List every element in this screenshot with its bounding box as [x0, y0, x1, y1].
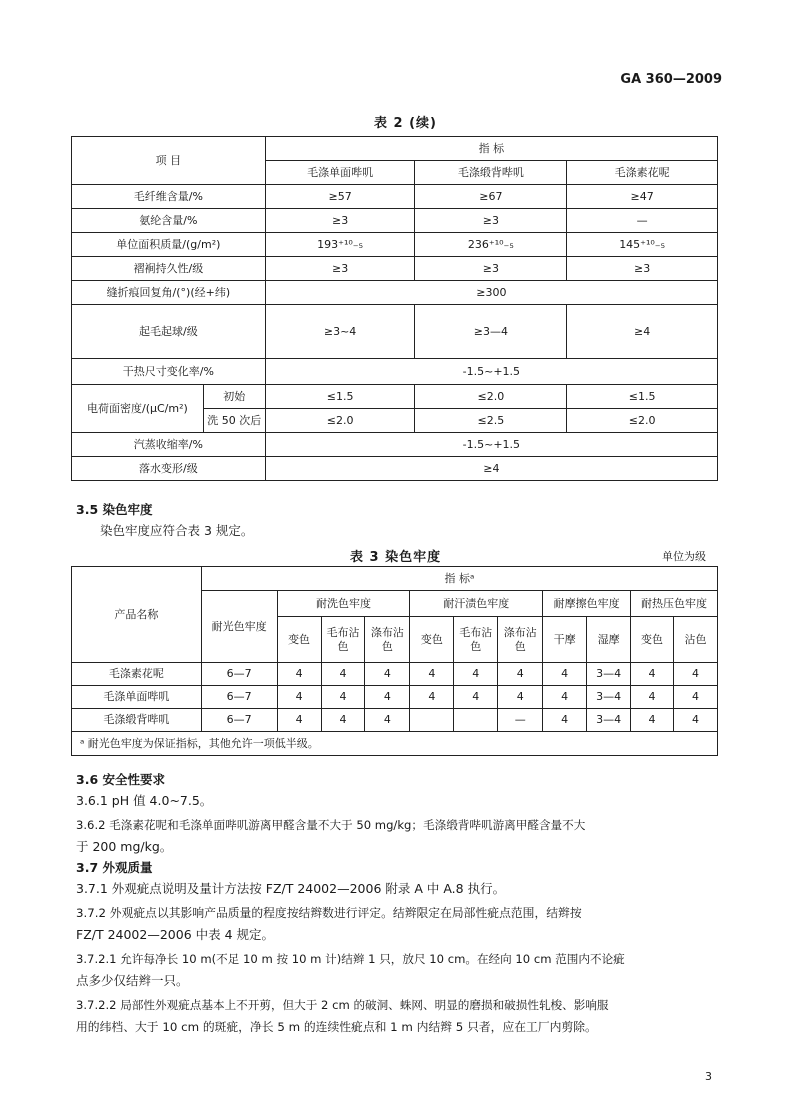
cell: 4 [321, 686, 365, 709]
cell: 4 [543, 709, 587, 732]
cell: ≥47 [567, 185, 718, 209]
cell: 4 [543, 686, 587, 709]
sub-row-label: 初始 [203, 385, 265, 409]
paragraph: 用的纬档、大于 10 cm 的斑疵，净长 5 m 的连续性疵点和 1 m 内结辫 5 只者，应在工厂内剪除。 [76, 1020, 597, 1034]
cell: ≤1.5 [265, 385, 415, 409]
paragraph: 3.6.1 pH 值 4.0~7.5。 [76, 793, 213, 808]
cell: 4 [674, 686, 718, 709]
table-row [72, 359, 718, 385]
paragraph: 3.7.2.1 允许每净长 10 m(不足 10 m 按 10 m 计)结辫 1 只，放尺 10 cm。在经向 10 cm 范围内不论疵 [76, 952, 625, 966]
table2-col-header: 毛涤缎背哔叽 [415, 161, 567, 185]
table-row [72, 233, 718, 257]
cell: 4 [498, 663, 543, 686]
paragraph: 3.7.2 外观疵点以其影响产品质量的程度按结辫数进行评定。结辫限定在局部性疵点范围，结辫按 [76, 906, 582, 920]
cell: ≥3 [265, 257, 415, 281]
table-row [72, 209, 718, 233]
cell: 6—7 [201, 686, 277, 709]
table3-sub-header: 涤布沾色 [498, 617, 543, 663]
merged-cell: -1.5~+1.5 [265, 359, 717, 385]
cell: 3—4 [587, 663, 631, 686]
table3-group-header: 耐洗色牢度 [277, 591, 410, 617]
cell: ≥3 [567, 257, 718, 281]
cell: ≥67 [415, 185, 567, 209]
row-label: 落水变形/级 [72, 457, 266, 481]
cell: 6—7 [201, 709, 277, 732]
cell: 4 [321, 663, 365, 686]
section-heading: 3.6 安全性要求 [76, 772, 165, 787]
cell: 4 [631, 686, 674, 709]
cell: ≥4 [567, 305, 718, 359]
cell: ≥3 [415, 257, 567, 281]
cell: 4 [498, 686, 543, 709]
table3-product-header: 产品名称 [72, 567, 202, 663]
cell: 4 [365, 663, 410, 686]
row-label: 干热尺寸变化率/% [72, 359, 266, 385]
cell: ≤2.0 [265, 409, 415, 433]
table3-caption: 表 3 染色牢度 [350, 550, 442, 565]
cell: 4 [277, 686, 321, 709]
cell: 4 [321, 709, 365, 732]
cell: 4 [543, 663, 587, 686]
paragraph: 点多少仅结辫一只。 [76, 973, 189, 988]
cell: 236⁺¹⁰₋₅ [415, 233, 567, 257]
table3-sub-header: 变色 [277, 617, 321, 663]
table2 [71, 136, 718, 481]
paragraph: 3.6.2 毛涤素花呢和毛涤单面哔叽游离甲醛含量不大于 50 mg/kg；毛涤缎背哔叽游离甲醛含量不大 [76, 818, 586, 832]
table2-item-header: 项 目 [72, 137, 266, 185]
table3-sub-header: 变色 [410, 617, 454, 663]
row-label: 毛纤维含量/% [72, 185, 266, 209]
row-label: 电荷面密度/(μC/m²) [72, 385, 204, 433]
row-label: 起毛起球/级 [72, 305, 266, 359]
doc-number: GA 360—2009 [620, 72, 722, 87]
table-row [72, 709, 718, 732]
row-label: 单位面积质量/(g/m²) [72, 233, 266, 257]
table3-sub-header: 沾色 [674, 617, 718, 663]
sub-row-label: 洗 50 次后 [203, 409, 265, 433]
cell: 3—4 [587, 686, 631, 709]
table3 [71, 566, 718, 756]
table-row [72, 305, 718, 359]
cell: — [498, 709, 543, 732]
row-label: 汽蒸收缩率/% [72, 433, 266, 457]
cell: 4 [454, 663, 498, 686]
cell: ≤2.5 [415, 409, 567, 433]
table3-index-header: 指 标ᵃ [201, 567, 717, 591]
table-row [72, 185, 718, 209]
table-row [72, 686, 718, 709]
section-heading: 3.7 外观质量 [76, 860, 153, 875]
table3-sub-header: 变色 [631, 617, 674, 663]
table3-footnote: ᵃ 耐光色牢度为保证指标，其他允许一项低半级。 [72, 732, 718, 756]
cell: 6—7 [201, 663, 277, 686]
table3-sub-header: 毛布沾色 [454, 617, 498, 663]
cell: ≤2.0 [415, 385, 567, 409]
cell: ≥3 [265, 209, 415, 233]
cell: 4 [365, 686, 410, 709]
table3-light-header: 耐光色牢度 [201, 591, 277, 663]
table3-unit: 单位为级 [662, 550, 706, 563]
cell: 4 [277, 663, 321, 686]
table-row [72, 257, 718, 281]
cell: 4 [631, 709, 674, 732]
cell: ≥3 [415, 209, 567, 233]
product-name: 毛涤单面哔叽 [72, 686, 202, 709]
table3-sub-header: 湿摩 [587, 617, 631, 663]
table-row [72, 433, 718, 457]
product-name: 毛涤素花呢 [72, 663, 202, 686]
table3-sub-header: 干摩 [543, 617, 587, 663]
table-row [72, 281, 718, 305]
cell: ≥57 [265, 185, 415, 209]
cell: 145⁺¹⁰₋₅ [567, 233, 718, 257]
table-row [72, 385, 718, 409]
cell: ≥3—4 [415, 305, 567, 359]
section-heading: 3.5 染色牢度 [76, 502, 153, 517]
row-label: 褶裥持久性/级 [72, 257, 266, 281]
cell: 4 [410, 686, 454, 709]
cell: 3—4 [587, 709, 631, 732]
cell: ≥3~4 [265, 305, 415, 359]
row-label: 缝折痕回复角/(°)(经+纬) [72, 281, 266, 305]
merged-cell: -1.5~+1.5 [265, 433, 717, 457]
cell: 4 [454, 686, 498, 709]
cell: 4 [674, 709, 718, 732]
cell: 4 [631, 663, 674, 686]
table2-col-header: 毛涤素花呢 [567, 161, 718, 185]
paragraph: 于 200 mg/kg。 [76, 839, 173, 854]
cell: 4 [277, 709, 321, 732]
table3-sub-header: 涤布沾色 [365, 617, 410, 663]
merged-cell: ≥4 [265, 457, 717, 481]
cell [410, 709, 454, 732]
merged-cell: ≥300 [265, 281, 717, 305]
page-number: 3 [705, 1070, 712, 1083]
paragraph: 3.7.2.2 局部性外观疵点基本上不开剪，但大于 2 cm 的破洞、蛛网、明显的磨损和破损性轧梭、影响服 [76, 998, 609, 1012]
cell: ≤2.0 [567, 409, 718, 433]
table3-group-header: 耐汗渍色牢度 [410, 591, 543, 617]
cell: ≤1.5 [567, 385, 718, 409]
cell: 4 [674, 663, 718, 686]
table2-index-header: 指 标 [265, 137, 717, 161]
table3-group-header: 耐摩擦色牢度 [543, 591, 631, 617]
table3-sub-header: 毛布沾色 [321, 617, 365, 663]
paragraph: FZ/T 24002—2006 中表 4 规定。 [76, 927, 275, 942]
cell: 193⁺¹⁰₋₅ [265, 233, 415, 257]
table3-group-header: 耐热压色牢度 [631, 591, 718, 617]
cell: 4 [365, 709, 410, 732]
product-name: 毛涤缎背哔叽 [72, 709, 202, 732]
paragraph: 3.7.1 外观疵点说明及量计方法按 FZ/T 24002—2006 附录 A 中 A.8 执行。 [76, 881, 506, 896]
table2-caption: 表 2 (续) [374, 116, 437, 131]
table2-col-header: 毛涤单面哔叽 [265, 161, 415, 185]
table-row [72, 457, 718, 481]
row-label: 氨纶含量/% [72, 209, 266, 233]
cell: 4 [410, 663, 454, 686]
cell: — [567, 209, 718, 233]
paragraph: 染色牢度应符合表 3 规定。 [100, 523, 254, 538]
table-row [72, 663, 718, 686]
cell [454, 709, 498, 732]
